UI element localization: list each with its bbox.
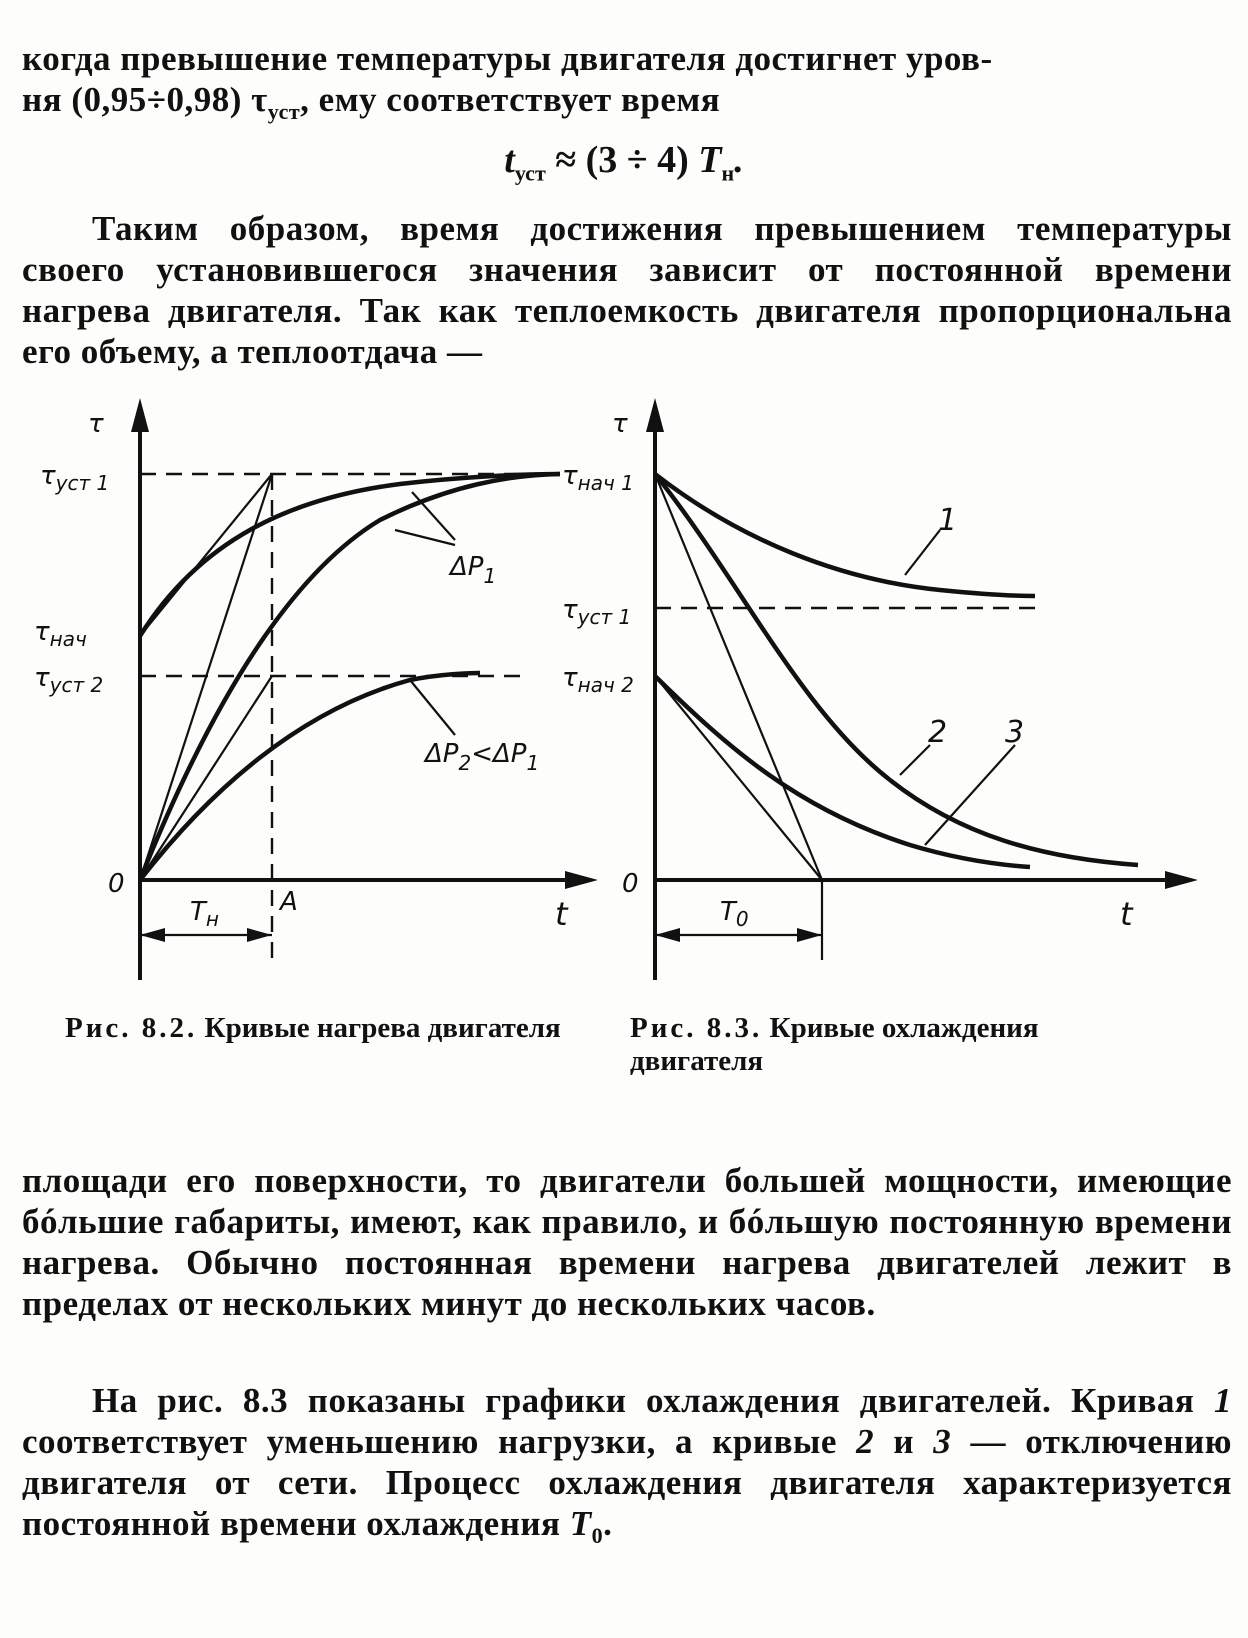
paragraph-3-part-c: и [874,1422,934,1461]
point-a-label: A [280,887,298,917]
intro-paragraph [22,38,1232,132]
y-axis-arrow-icon [131,398,149,432]
curve-3-ref: 3 [933,1422,952,1461]
heating-curves-plot [0,380,610,1000]
paragraph-3-part-b: соответствует уменьшению нагрузки, а кривые [22,1422,857,1461]
figure-8-2-caption-lead: Рис. 8.2. [65,1012,198,1044]
x-axis-label: t [1120,895,1133,933]
figure-8-3-caption-text: Кривые охлаждения двигателя [630,1012,1039,1077]
formula-mid: ≈ (3 ÷ 4) [545,139,699,181]
formula-rhs: T [698,139,722,181]
figure-8-2-caption-text: Кривые нагрева двигателя [204,1012,561,1044]
curve-2-label: 2 [928,715,948,750]
tau-ust2-label: $\tau_{уст 2}$ [34,663,104,697]
dp1-label: $\Delta P_1$ [450,552,497,588]
formula-lhs: t [504,139,515,181]
curve-1-ref: 1 [1214,1381,1232,1420]
x-axis-label: t [555,895,568,933]
intro-tau-subscript: уст [267,99,301,124]
tangent-line-2 [140,676,272,880]
intro-line-2a: ня (0,95÷0,98) [22,80,252,119]
y-axis-arrow-icon [646,398,664,432]
tn-label: $T_н$ [190,897,219,931]
paragraph-2: площади его поверхности, то двигатели большей мощности, имеющие бóльшие габариты, имеют, как правило, и бóльшую постоянную времени нагрева. Обычно постоянная времени нагрева двигателей лежит в пределах от нескольких минут до нескольких часов. [22,1161,1232,1323]
paragraph-3-end: . [603,1504,613,1543]
figure-8-3-caption-lead: Рис. 8.3. [630,1012,763,1044]
cooling-curve-1 [655,474,1035,596]
dp1-pointer-b [395,530,455,545]
settling-time-formula [0,138,1248,187]
curve-2-pointer [900,745,930,775]
curve-3-label: 3 [1005,715,1025,750]
formula-rhs-sub: н [721,160,735,186]
cooling-curves-plot [560,380,1210,1000]
t0-ref: T [569,1504,592,1543]
paragraph-3 [22,1380,1232,1556]
formula-lhs-sub: уст [514,160,546,186]
intro-line-2b: , ему соответствует время [300,80,721,119]
y-axis-label: τ [88,409,104,439]
dp2-pointer [410,680,455,735]
tangent-line-3 [140,474,272,636]
origin-label: 0 [108,869,125,899]
t0-label: $T_0$ [720,897,749,931]
dp2-relation-label: $\Delta P_2<\Delta P_1$ [425,739,540,775]
formula-end: . [734,139,744,181]
tau-ust1-label: $\tau_{уст 1}$ [562,595,632,629]
tau-nach-label: $\tau_{нач}$ [34,617,87,651]
tau-nach2-label: $\tau_{нач 2}$ [562,663,634,697]
figure-8-2-caption [65,1012,585,1045]
origin-label: 0 [622,869,639,899]
cooling-curve-3 [655,676,1030,867]
x-axis-arrow-icon [1165,871,1198,889]
tn-right-arrow-icon [247,928,272,942]
paragraph-3-part-d: — отключению двигателя от сети. Процесс охлаждения двигателя характеризуется постоянной времени охлаждения [22,1422,1232,1543]
cooling-curve-2 [655,474,1138,865]
tau-nach1-label: $\tau_{нач 1}$ [562,461,634,495]
heating-curve-from-tau-nach [140,474,560,636]
curve-1-label: 1 [938,503,958,538]
figure-8-3-caption [630,1012,1150,1078]
paragraph-1: Таким образом, время достижения превышением температуры своего установившегося значения зависит от постоянной времени нагрева двигателя. Так как теплоемкость двигателя пропорциональна его объему, а теплоотдача — [22,209,1232,371]
tn-left-arrow-icon [140,928,165,942]
paragraph-3-part-a: На рис. 8.3 показаны графики охлаждения двигателей. Кривая [92,1381,1214,1420]
t0-right-arrow-icon [797,928,822,942]
tangent-line-2 [655,676,822,880]
intro-tau-symbol: τ [251,80,268,119]
t0-left-arrow-icon [655,928,680,942]
figure-8-2 [0,380,610,1000]
intro-line-1: когда превышение температуры двигателя достигнет уров- [22,39,993,78]
y-axis-label: τ [612,409,628,439]
t0-ref-sub: 0 [591,1523,604,1548]
curve-2-ref: 2 [856,1422,875,1461]
tau-ust1-label: $\tau_{уст 1}$ [40,461,110,495]
figure-8-3 [560,380,1210,1000]
curve-1-pointer [905,530,940,575]
